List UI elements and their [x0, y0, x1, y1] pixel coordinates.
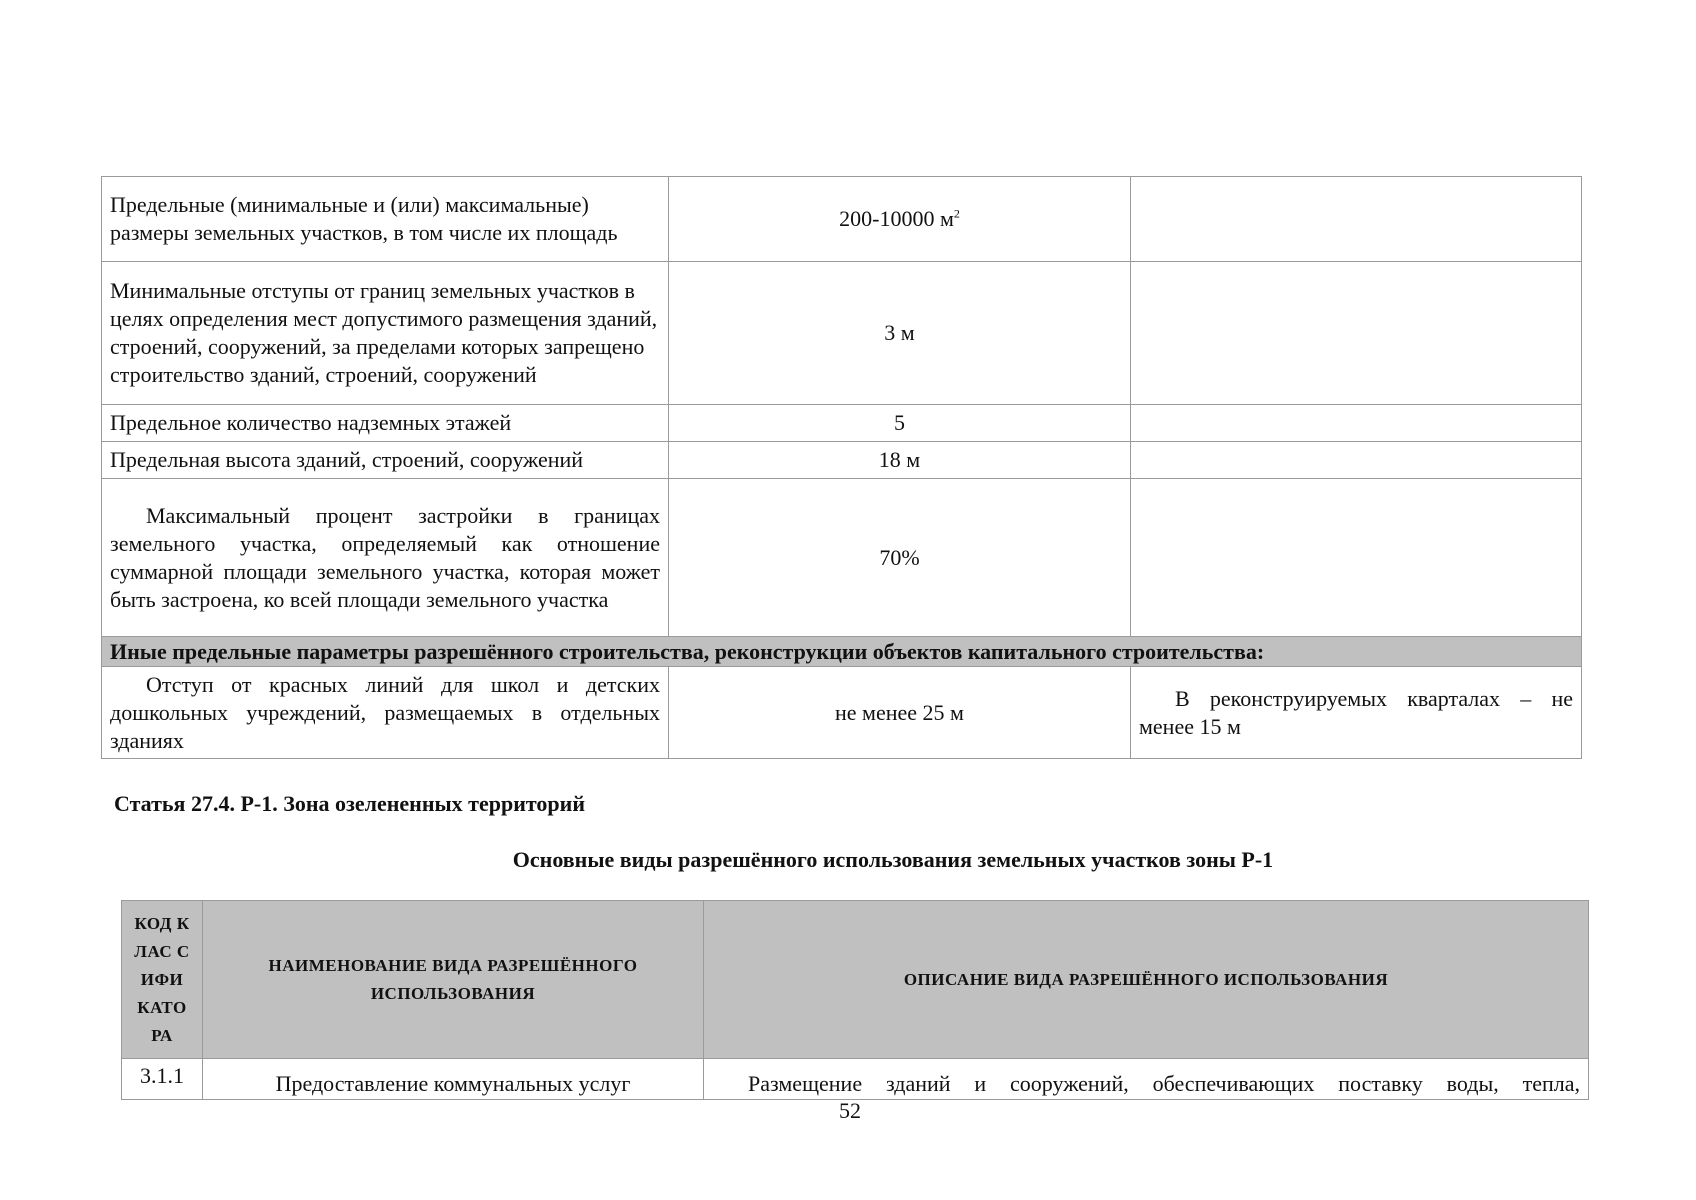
value-superscript: 2 — [953, 206, 960, 221]
table-row — [102, 405, 1582, 442]
name-header-text: НАИМЕНОВАНИЕ ВИДА РАЗРЕШЁННОГО ИСПОЛЬЗОВАНИЯ — [268, 955, 638, 1003]
description-header: ОПИСАНИЕ ВИДА РАЗРЕШЁННОГО ИСПОЛЬЗОВАНИЯ — [704, 901, 1589, 1059]
value-text: 200-10000 м — [839, 206, 954, 231]
description-cell: Размещение зданий и сооружений, обеспечивающих поставку воды, тепла, — [704, 1059, 1589, 1100]
value-cell: 18 м — [669, 442, 1131, 479]
note-text: В реконструируемых кварталах – не менее 15 м — [1139, 685, 1573, 739]
param-cell: Минимальные отступы от границ земельных участков в целях определения мест допустимого размещения зданий, строений, сооружений, за пределами которых запрещено строительство зданий, строений, сооружений — [102, 262, 669, 405]
code-header-text: КОД КЛАС СИФИ КАТО РА — [134, 913, 190, 1045]
param-text: Максимальный процент застройки в границах земельного участка, определяемый как отношение суммарной площади земельного участка, которая может быть застроена, ко всей площади земельного участка — [110, 502, 660, 612]
code-header — [122, 901, 203, 1059]
table-row — [102, 442, 1582, 479]
param-cell: Предельное количество надземных этажей — [102, 405, 669, 442]
parameters-table — [101, 176, 1582, 759]
table-row — [102, 667, 1582, 759]
note-cell — [1131, 667, 1582, 759]
table-row — [122, 1059, 1589, 1100]
name-cell: Предоставление коммунальных услуг — [203, 1059, 704, 1100]
value-cell — [669, 177, 1131, 262]
land-use-table — [121, 900, 1589, 1100]
note-cell — [1131, 442, 1582, 479]
table-row — [102, 177, 1582, 262]
param-text: Отступ от красных линий для школ и детских дошкольных учреждений, размещаемых в отдельных зданиях — [110, 671, 660, 753]
section-header-row — [102, 637, 1582, 667]
param-cell — [102, 667, 669, 759]
value-cell: не менее 25 м — [669, 667, 1131, 759]
header-row — [122, 901, 1589, 1059]
article-heading: Статья 27.4. Р-1. Зона озелененных территорий — [114, 791, 586, 816]
table-row — [102, 262, 1582, 405]
table-title: Основные виды разрешённого использования земельных участков зоны Р-1 — [512, 847, 1274, 872]
note-cell — [1131, 177, 1582, 262]
note-cell — [1131, 262, 1582, 405]
name-header — [203, 901, 704, 1059]
param-cell: Предельные (минимальные и (или) максимальные) размеры земельных участков, в том числе их площадь — [102, 177, 669, 262]
value-cell: 3 м — [669, 262, 1131, 405]
param-cell: Предельная высота зданий, строений, сооружений — [102, 442, 669, 479]
code-cell: 3.1.1 — [122, 1059, 203, 1100]
section-header: Иные предельные параметры разрешённого строительства, реконструкции объектов капитального строительства: — [102, 637, 1582, 667]
value-cell: 70% — [669, 479, 1131, 637]
note-cell — [1131, 479, 1582, 637]
note-cell — [1131, 405, 1582, 442]
table-row — [102, 479, 1582, 637]
page-number: 52 — [839, 1098, 861, 1123]
value-cell: 5 — [669, 405, 1131, 442]
param-cell — [102, 479, 669, 637]
